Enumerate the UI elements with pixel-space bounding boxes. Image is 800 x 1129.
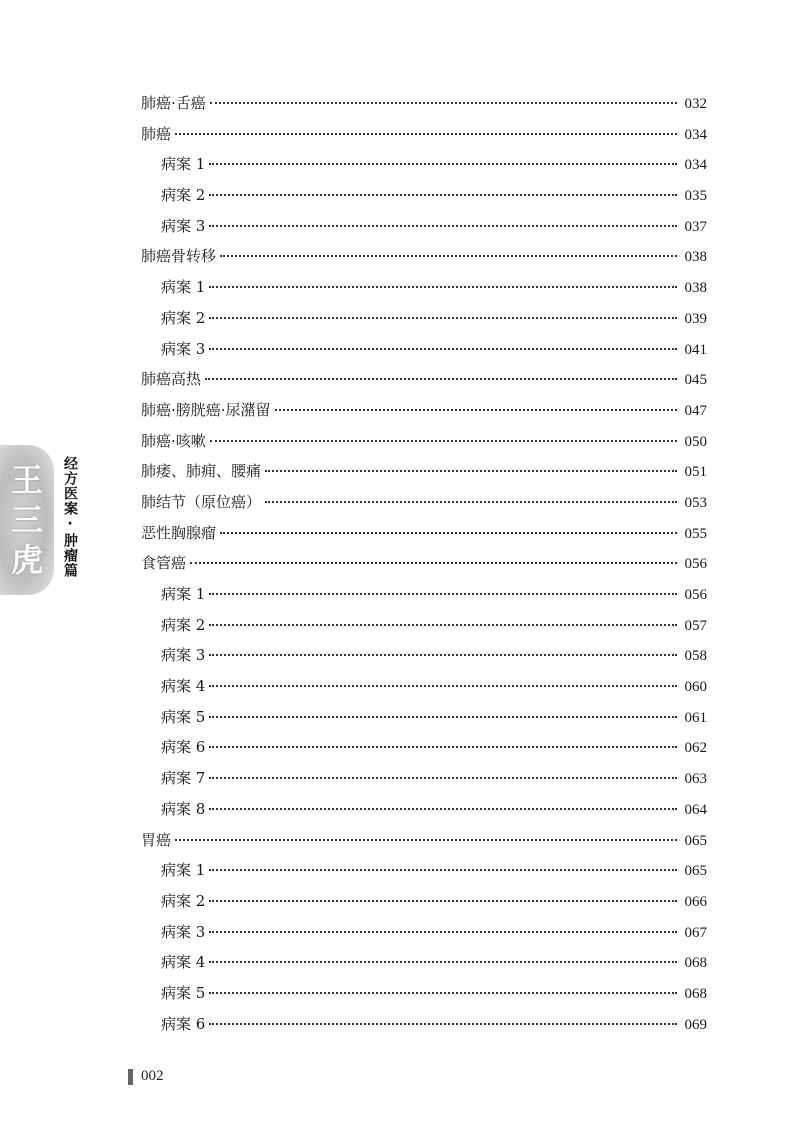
toc-entry[interactable] [141, 794, 707, 825]
dot-leader [209, 592, 676, 595]
toc-entry-page: 050 [684, 433, 707, 450]
dot-leader [209, 162, 676, 165]
toc-entry-page: 058 [684, 648, 707, 665]
logo-char: 王 [10, 461, 43, 499]
toc-entry-title: 病案 4 [161, 677, 206, 696]
toc-entry-page: 062 [684, 740, 707, 757]
dot-leader [209, 807, 676, 810]
dot-leader [210, 101, 677, 104]
toc-entry-title: 病案 8 [161, 799, 206, 818]
dot-leader [209, 776, 676, 779]
toc-entry-title: 肺癌·膀胱癌·尿潴留 [141, 400, 271, 419]
toc-entry[interactable] [141, 947, 707, 978]
toc-entry-title: 病案 1 [161, 585, 206, 603]
toc-entry-title: 胃癌 [141, 830, 172, 849]
toc-entry-page: 041 [684, 341, 707, 358]
toc-entry-title: 病案 2 [161, 615, 206, 634]
toc-entry-title: 病案 1 [161, 278, 206, 297]
toc-entry-page: 065 [684, 832, 707, 849]
toc-entry[interactable] [141, 610, 707, 641]
toc-entry-page: 067 [684, 924, 707, 941]
book-title: 经方医案·肿瘤篇 [62, 456, 78, 578]
toc-entry[interactable] [141, 211, 707, 242]
toc-entry[interactable] [141, 518, 707, 549]
toc-entry-title: 肺癌 [141, 124, 172, 143]
dot-leader [209, 684, 676, 687]
toc-entry-title: 病案 3 [161, 922, 206, 941]
toc-entry[interactable] [141, 334, 707, 365]
toc-entry-page: 051 [684, 464, 707, 481]
toc-entry-page: 057 [684, 617, 707, 634]
toc-entry-title: 病案 3 [161, 646, 206, 665]
dot-leader [209, 930, 676, 933]
toc-entry[interactable] [141, 456, 707, 487]
toc-entry[interactable] [141, 241, 707, 272]
table-of-contents [141, 88, 707, 1039]
toc-entry[interactable] [141, 88, 707, 119]
toc-entry-title: 病案 5 [161, 707, 206, 726]
toc-entry-title: 病案 5 [161, 983, 206, 1002]
toc-entry-title: 肺癌·咳嗽 [141, 431, 206, 450]
page-number: 002 [141, 1068, 164, 1084]
dot-leader [209, 1022, 676, 1025]
toc-entry[interactable] [141, 732, 707, 763]
dot-leader [209, 745, 676, 748]
toc-entry-title: 食管癌 [141, 554, 187, 573]
toc-entry[interactable] [141, 548, 707, 579]
toc-entry-title: 肺癌高热 [141, 370, 202, 389]
toc-entry-title: 病案 6 [161, 738, 206, 757]
toc-entry-page: 069 [684, 1016, 707, 1033]
toc-entry-page: 038 [684, 280, 707, 297]
toc-entry-page: 039 [684, 310, 707, 327]
toc-entry[interactable] [141, 395, 707, 426]
dot-leader [209, 899, 676, 902]
toc-entry-page: 045 [684, 372, 707, 389]
dot-leader [209, 653, 676, 656]
dot-leader [209, 960, 676, 963]
toc-entry-title: 肺癌·舌癌 [141, 94, 206, 112]
toc-entry[interactable] [141, 640, 707, 671]
toc-entry-page: 038 [684, 249, 707, 266]
dot-leader [209, 193, 676, 196]
toc-entry[interactable] [141, 303, 707, 334]
toc-entry[interactable] [141, 978, 707, 1009]
dot-leader [265, 500, 676, 503]
toc-entry-page: 064 [684, 801, 707, 818]
page-footer [128, 1068, 164, 1085]
toc-entry-title: 病案 3 [161, 216, 206, 235]
toc-entry-page: 053 [684, 494, 707, 511]
toc-entry[interactable] [141, 702, 707, 733]
toc-entry[interactable] [141, 149, 707, 180]
toc-entry-title: 恶性胸腺瘤 [141, 523, 217, 542]
toc-entry-title: 病案 7 [161, 769, 206, 788]
toc-entry[interactable] [141, 855, 707, 886]
toc-entry-page: 047 [684, 402, 707, 419]
toc-entry-page: 032 [684, 96, 707, 112]
dot-leader [210, 439, 677, 442]
toc-entry-page: 063 [684, 771, 707, 788]
toc-entry[interactable] [141, 272, 707, 303]
footer-bar [128, 1069, 133, 1085]
toc-entry-title: 肺痿、肺痈、腰痛 [141, 462, 262, 481]
toc-entry-page: 055 [684, 525, 707, 542]
toc-entry-page: 068 [684, 955, 707, 972]
toc-entry[interactable] [141, 364, 707, 395]
toc-entry[interactable] [141, 1009, 707, 1040]
toc-entry-title: 病案 2 [161, 186, 206, 205]
toc-entry[interactable] [141, 579, 707, 610]
toc-entry-page: 037 [684, 218, 707, 235]
toc-entry[interactable] [141, 886, 707, 917]
toc-entry-page: 034 [684, 126, 707, 143]
toc-entry[interactable] [141, 763, 707, 794]
dot-leader [209, 224, 676, 227]
dot-leader [190, 561, 676, 564]
logo-char: 虎 [10, 541, 43, 579]
toc-entry-page: 068 [684, 985, 707, 1002]
dot-leader [220, 254, 676, 257]
toc-entry-page: 066 [684, 893, 707, 910]
toc-entry-page: 034 [684, 157, 707, 174]
toc-entry-page: 065 [684, 863, 707, 880]
toc-entry[interactable] [141, 119, 707, 150]
author-logo [0, 445, 54, 595]
toc-entry[interactable] [141, 180, 707, 211]
toc-entry[interactable] [141, 487, 707, 518]
toc-entry-title: 病案 6 [161, 1014, 206, 1033]
dot-leader [209, 623, 676, 626]
toc-entry[interactable] [141, 917, 707, 948]
toc-entry-page: 061 [684, 709, 707, 726]
dot-leader [275, 408, 677, 411]
dot-leader [209, 347, 676, 350]
toc-entry[interactable] [141, 825, 707, 856]
dot-leader [175, 838, 676, 841]
dot-leader [209, 991, 676, 994]
dot-leader [209, 285, 676, 288]
toc-entry-title: 肺癌骨转移 [141, 247, 217, 266]
dot-leader [205, 377, 676, 380]
toc-entry-title: 病案 2 [161, 308, 206, 327]
toc-entry-page: 056 [684, 556, 707, 573]
toc-entry-page: 060 [684, 679, 707, 696]
toc-entry-title: 病案 3 [161, 339, 206, 358]
toc-entry-title: 肺结节（原位癌） [141, 492, 262, 511]
toc-entry-title: 病案 1 [161, 861, 206, 880]
toc-entry-title: 病案 1 [161, 155, 206, 174]
dot-leader [220, 531, 676, 534]
logo-char: 三 [10, 501, 43, 539]
toc-entry-title: 病案 4 [161, 953, 206, 972]
toc-entry-title: 病案 2 [161, 891, 206, 910]
toc-entry-page: 035 [684, 188, 707, 205]
toc-entry[interactable] [141, 671, 707, 702]
toc-entry[interactable] [141, 426, 707, 457]
toc-entry-page: 056 [684, 587, 707, 603]
dot-leader [209, 715, 676, 718]
dot-leader [265, 469, 676, 472]
dot-leader [175, 132, 676, 135]
dot-leader [209, 868, 676, 871]
dot-leader [209, 316, 676, 319]
